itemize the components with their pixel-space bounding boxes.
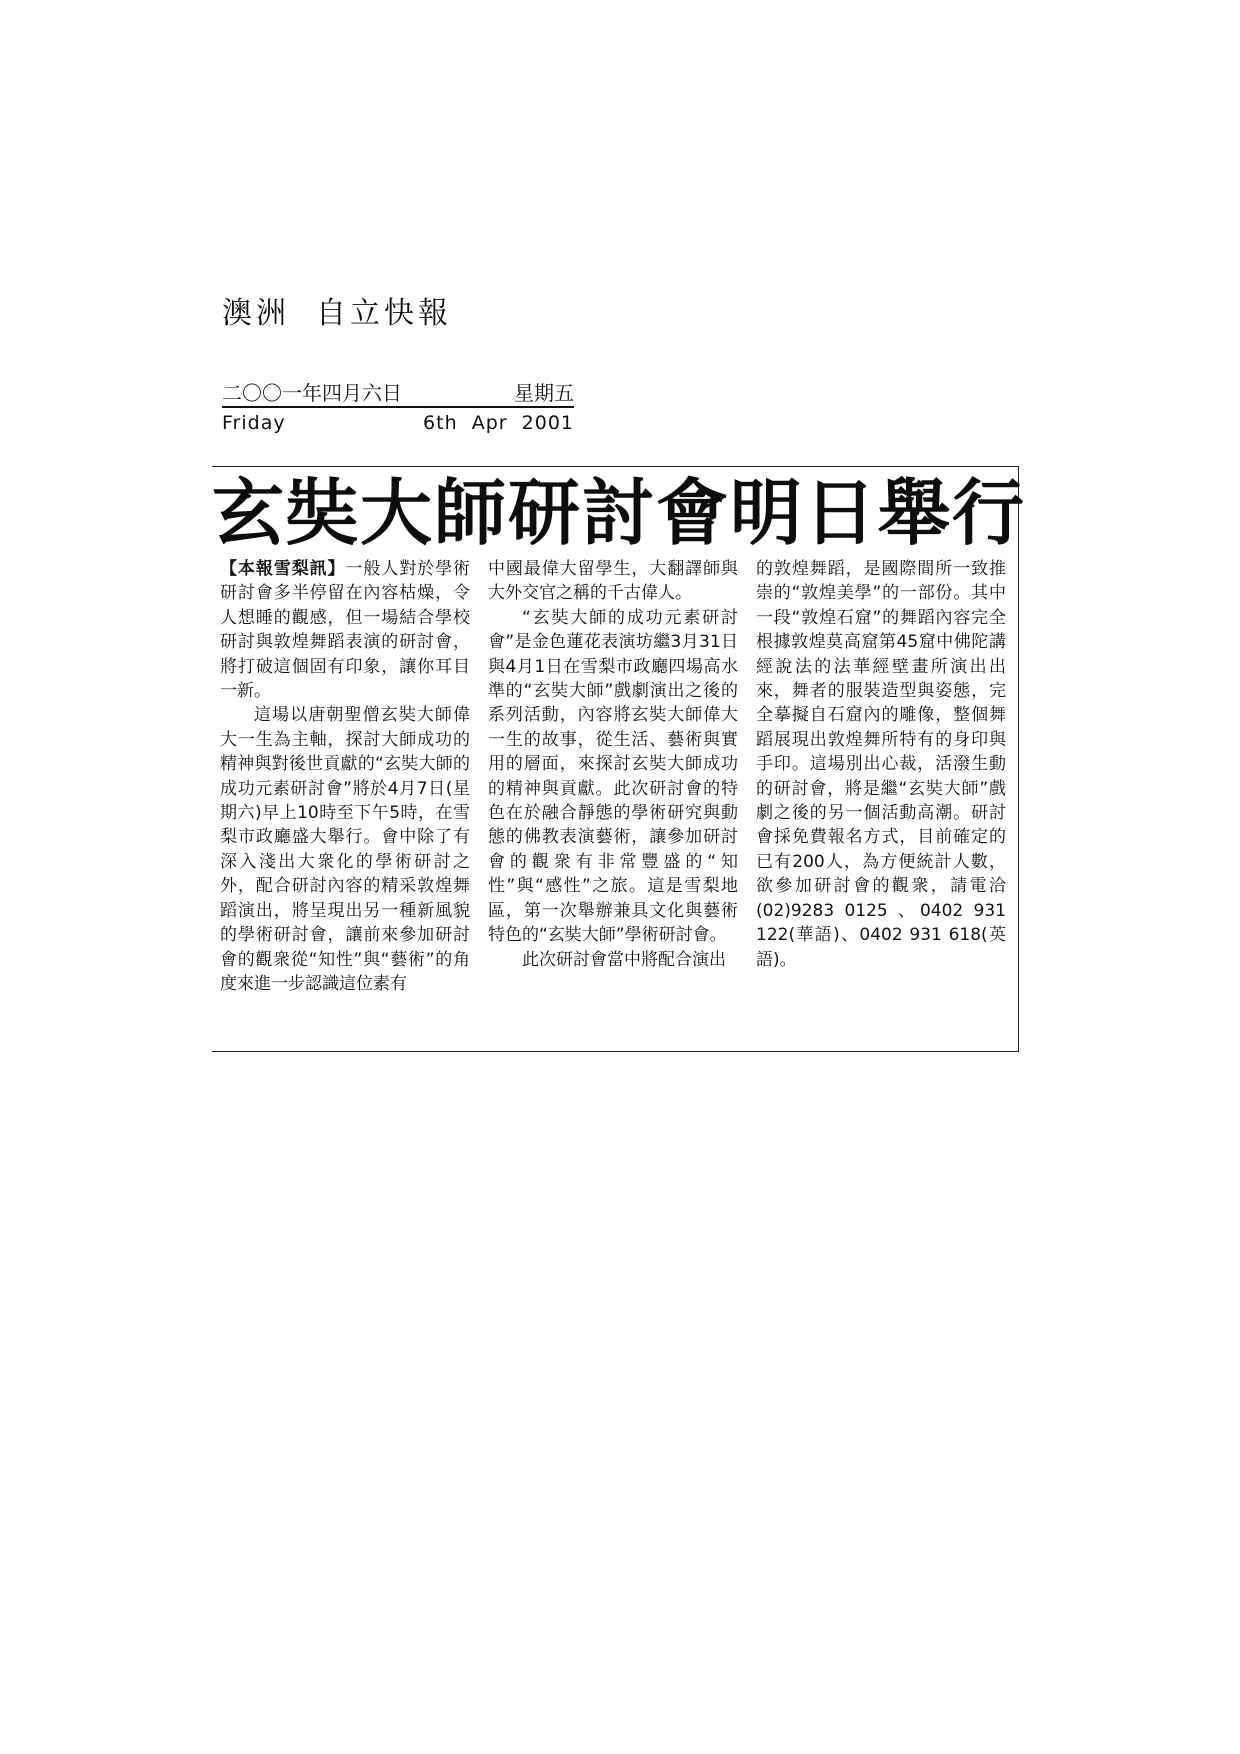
publication-region: 澳洲 [222, 296, 290, 331]
column-2-paragraph-1: 中國最偉大留學生，大翻譯師與大外交官之稱的千古偉人。 [488, 559, 738, 604]
source-tag: 【本報雪梨訊】 [220, 559, 346, 579]
column-2-paragraph-2: “玄奘大師的成功元素研討會”是金色蓮花表演坊繼3月31日與4月1日在雪梨市政廳四場高水準的“玄奘大師”戲劇演出之後的系列活動，內容將玄奘大師偉大一生的故事，從生活、藝術與實用的層面，來探討玄奘大師成功的精神與貢獻。此次研討會的特色在於融合靜態的學術研究與動態的佛教表演藝術，讓參加研討會的觀衆有非常豐盛的“知性”與“感性”之旅。這是雪梨地區，第一次舉辦兼具文化與藝術特色的“玄奘大師”學術研討會。 [488, 607, 738, 946]
english-date: 6th Apr 2001 [423, 412, 574, 434]
dateline-chinese-row [222, 380, 574, 406]
article-column-3 [756, 557, 1006, 972]
article-column-2 [488, 557, 738, 972]
chinese-date: 二〇〇一年四月六日 [222, 381, 402, 405]
column-1-paragraph-1-text: 一般人對於學術研討會多半停留在內容枯燥，令人想睡的觀感，但一場結合學校研討與敦煌舞蹈表演的研討會，將打破這個固有印象，讓你耳目一新。 [220, 559, 471, 702]
publication-name: 自立快報 [316, 296, 452, 331]
english-weekday: Friday [222, 412, 286, 434]
chinese-weekday: 星期五 [514, 381, 574, 405]
article-column-1 [220, 557, 470, 996]
column-1-paragraph-1 [220, 557, 470, 703]
publication-header [222, 288, 452, 332]
article-clipping [212, 466, 1027, 1052]
dateline [222, 380, 574, 436]
column-2-paragraph-3: 此次研討會當中將配合演出 [522, 949, 726, 970]
column-3-paragraph-1: 的敦煌舞蹈，是國際間所一致推崇的“敦煌美學”的一部份。其中一段“敦煌石窟”的舞蹈內容完全根據敦煌莫高窟第45窟中佛陀講經說法的法華經壁畫所演出出來，舞者的服裝造型與姿態，完全摹擬自石窟內的雕像，整個舞蹈展現出敦煌舞所特有的身印與手印。這場別出心裁，活潑生動的研討會，將是繼“玄奘大師”戲劇之後的另一個活動高潮。研討會採免費報名方式，目前確定的已有200人，為方便統計人數，欲參加研討會的觀衆，請電洽(02)9283 0125 、0402 931 122(華語)、0402 931 618(英語)。 [756, 559, 1006, 970]
column-1-paragraph-2: 這場以唐朝聖僧玄奘大師偉大一生為主軸，探討大師成功的精神與對後世貢獻的“玄奘大師的成功元素研討會”將於4月7日(星期六)早上10時至下午5時，在雪梨市政廳盛大舉行。會中除了有深入淺出大衆化的學術研討之外，配合研討內容的精采敦煌舞蹈演出，將呈現出另一種新風貌的學術研討會，讓前來參加研討會的觀衆從“知性”與“藝術”的角度來進一步認識這位素有 [220, 705, 470, 994]
dateline-english-row [222, 406, 574, 436]
article-headline: 玄奘大師研討會明日舉行 [212, 471, 1027, 555]
